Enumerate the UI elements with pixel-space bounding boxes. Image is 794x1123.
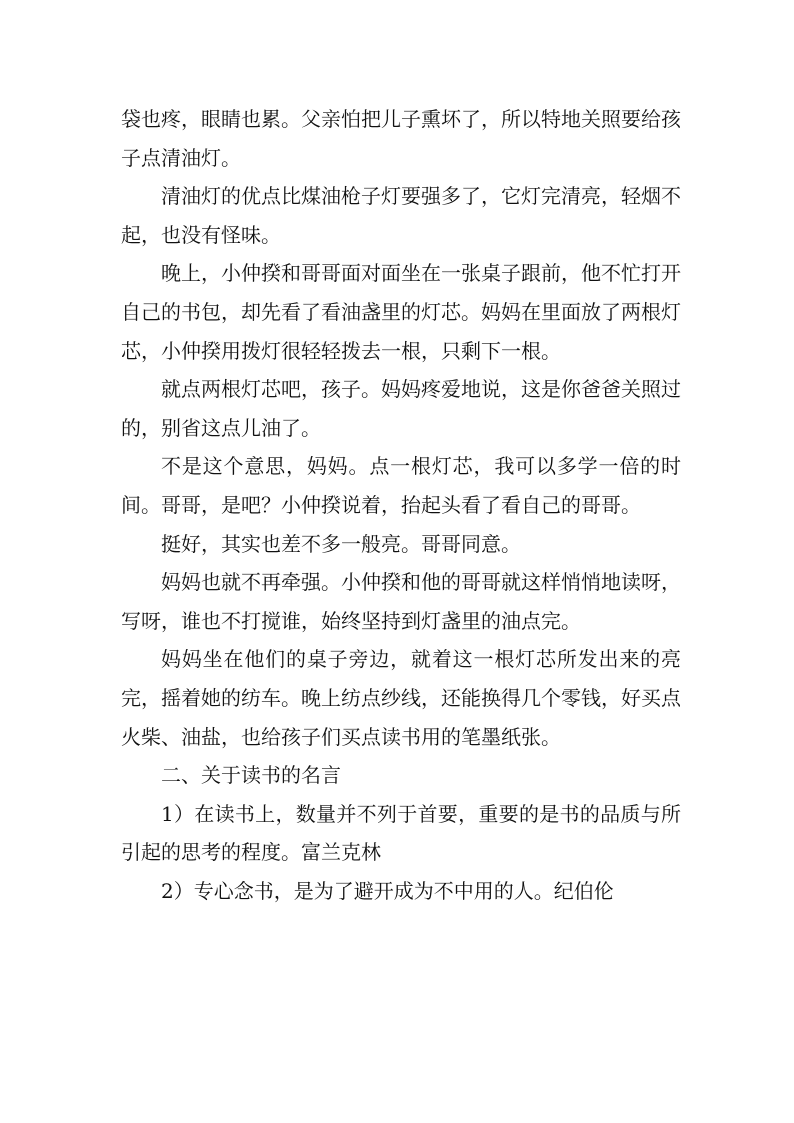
paragraph-6: 挺好，其实也差不多一般亮。哥哥同意。 — [161, 531, 521, 556]
paragraph-2: 清油灯的优点比煤油枪子灯要强多了，它灯完清亮，轻烟不起，也没有怪味。 — [121, 184, 681, 247]
paragraph-7: 妈妈也就不再牵强。小仲揆和他的哥哥就这样悄悄地读呀，写呀，谁也不打搅谁，始终坚持到灯盏里的油点完。 — [121, 570, 681, 633]
paragraph-8: 妈妈坐在他们的桌子旁边，就着这一根灯芯所发出来的亮完，摇着她的纺车。晚上纺点纱线，还能换得几个零钱，好买点火柴、油盐，也给孩子们买点读书用的笔墨纸张。 — [121, 647, 681, 749]
paragraph-4: 就点两根灯芯吧，孩子。妈妈疼爱地说，这是你爸爸关照过的，别省这点儿油了。 — [121, 377, 681, 440]
section-heading: 二、关于读书的名言 — [161, 763, 341, 788]
quote-1: 1）在读书上，数量并不列于首要，重要的是书的品质与所引起的思考的程度。富兰克林 — [121, 801, 681, 865]
paragraph-3: 晚上，小仲揆和哥哥面对面坐在一张桌子跟前，他不忙打开自己的书包，却先看了看油盏里的灯芯。妈妈在里面放了两根灯芯，小仲揆用拨灯很轻轻拨去一根，只剩下一根。 — [121, 261, 681, 363]
paragraph-5: 不是这个意思，妈妈。点一根灯芯，我可以多学一倍的时间。哥哥，是吧？小仲揆说着，抬起头看了看自己的哥哥。 — [121, 454, 681, 517]
document-body — [121, 100, 681, 910]
paragraph-1: 袋也疼，眼睛也累。父亲怕把儿子熏坏了，所以特地关照要给孩子点清油灯。 — [121, 107, 681, 170]
quote-2: 2）专心念书，是为了避开成为不中用的人。纪伯伦 — [161, 878, 614, 903]
